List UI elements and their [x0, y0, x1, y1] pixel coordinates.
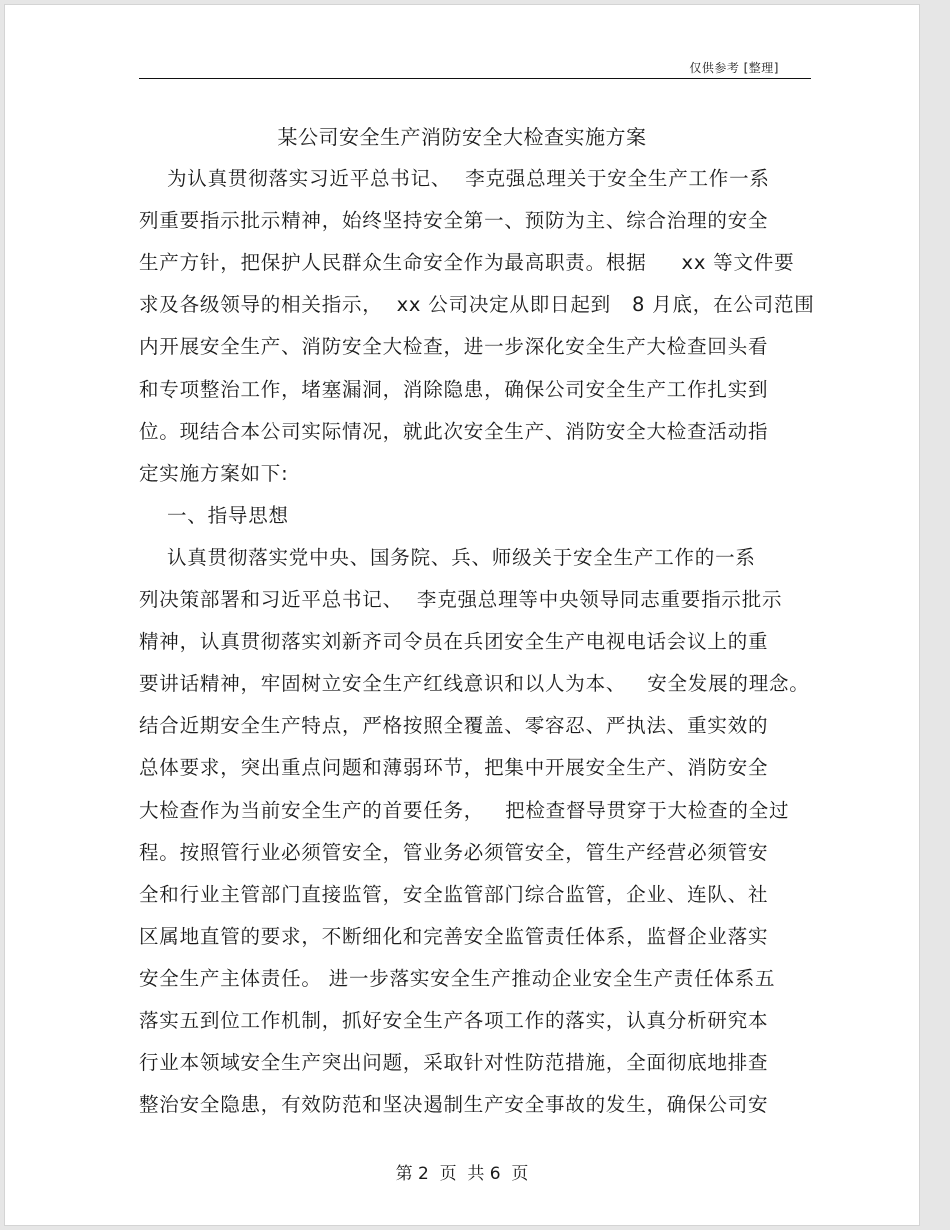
text-line: 列重要指示批示精神，始终坚持安全第一、预防为主、综合治理的安全	[139, 209, 769, 233]
text-line: 程。按照管行业必须管安全，管业务必须管安全，管生产经营必须管安	[139, 840, 769, 864]
text-line: 位。现结合本公司实际情况，就此次安全生产、消防安全大检查活动指	[139, 419, 769, 443]
text-line: 全和行业主管部门直接监管，安全监管部门综合监管，企业、连队、社	[139, 882, 769, 906]
text-line: 认真贯彻落实党中央、国务院、兵、师级关于安全生产工作的一系	[139, 545, 756, 569]
text-line: 要讲话精神，牢固树立安全生产红线意识和以人为本、 安全发展的理念。	[139, 672, 810, 696]
text-line: 区属地直管的要求，不断细化和完善安全监管责任体系，监督企业落实	[139, 924, 769, 948]
text-line: 和专项整治工作，堵塞漏洞，消除隐患，确保公司安全生产工作扎实到	[139, 377, 769, 401]
text-line: 落实五到位工作机制，抓好安全生产各项工作的落实，认真分析研究本	[139, 1009, 769, 1032]
text-line: 整治安全隐患，有效防范和坚决遏制生产安全事故的发生，确保公司安	[139, 1093, 769, 1117]
text-line: 定实施方案如下:	[139, 461, 289, 485]
text-line: 精神，认真贯彻落实刘新齐司令员在兵团安全生产电视电话会议上的重	[139, 630, 769, 654]
header-rule	[139, 78, 811, 79]
page-number: 第 2 页 共 6 页	[395, 1164, 529, 1184]
document-title: 某公司安全生产消防安全大检查实施方案	[277, 125, 647, 149]
text-line: 行业本领域安全生产突出问题，采取针对性防范措施，全面彻底地排查	[139, 1051, 769, 1075]
text-line: 列决策部署和习近平总书记、 李克强总理等中央领导同志重要指示批示	[139, 588, 783, 611]
text-line: 一、指导思想	[139, 503, 289, 527]
document-page	[4, 4, 920, 1226]
text-line: 安全生产主体责任。 进一步落实安全生产推动企业安全生产责任体系五	[139, 966, 776, 990]
text-line: 生产方针，把保护人民群众生命安全作为最高职责。根据 xx 等文件要	[139, 251, 795, 275]
text-line: 求及各级领导的相关指示， xx 公司决定从即日起到 8 月底，在公司范围	[139, 293, 815, 317]
text-line: 内开展安全生产、消防安全大检查，进一步深化安全生产大检查回头看	[139, 335, 769, 359]
text-line: 总体要求，突出重点问题和薄弱环节，把集中开展安全生产、消防安全	[139, 756, 769, 780]
text-line: 大检查作为当前安全生产的首要任务， 把检查督导贯穿于大检查的全过	[139, 798, 790, 822]
text-line: 结合近期安全生产特点，严格按照全覆盖、零容忍、严执法、重实效的	[139, 714, 769, 738]
text-line: 为认真贯彻落实习近平总书记、 李克强总理关于安全生产工作一系	[139, 167, 770, 190]
header-note: 仅供参考 [整理]	[689, 61, 779, 75]
